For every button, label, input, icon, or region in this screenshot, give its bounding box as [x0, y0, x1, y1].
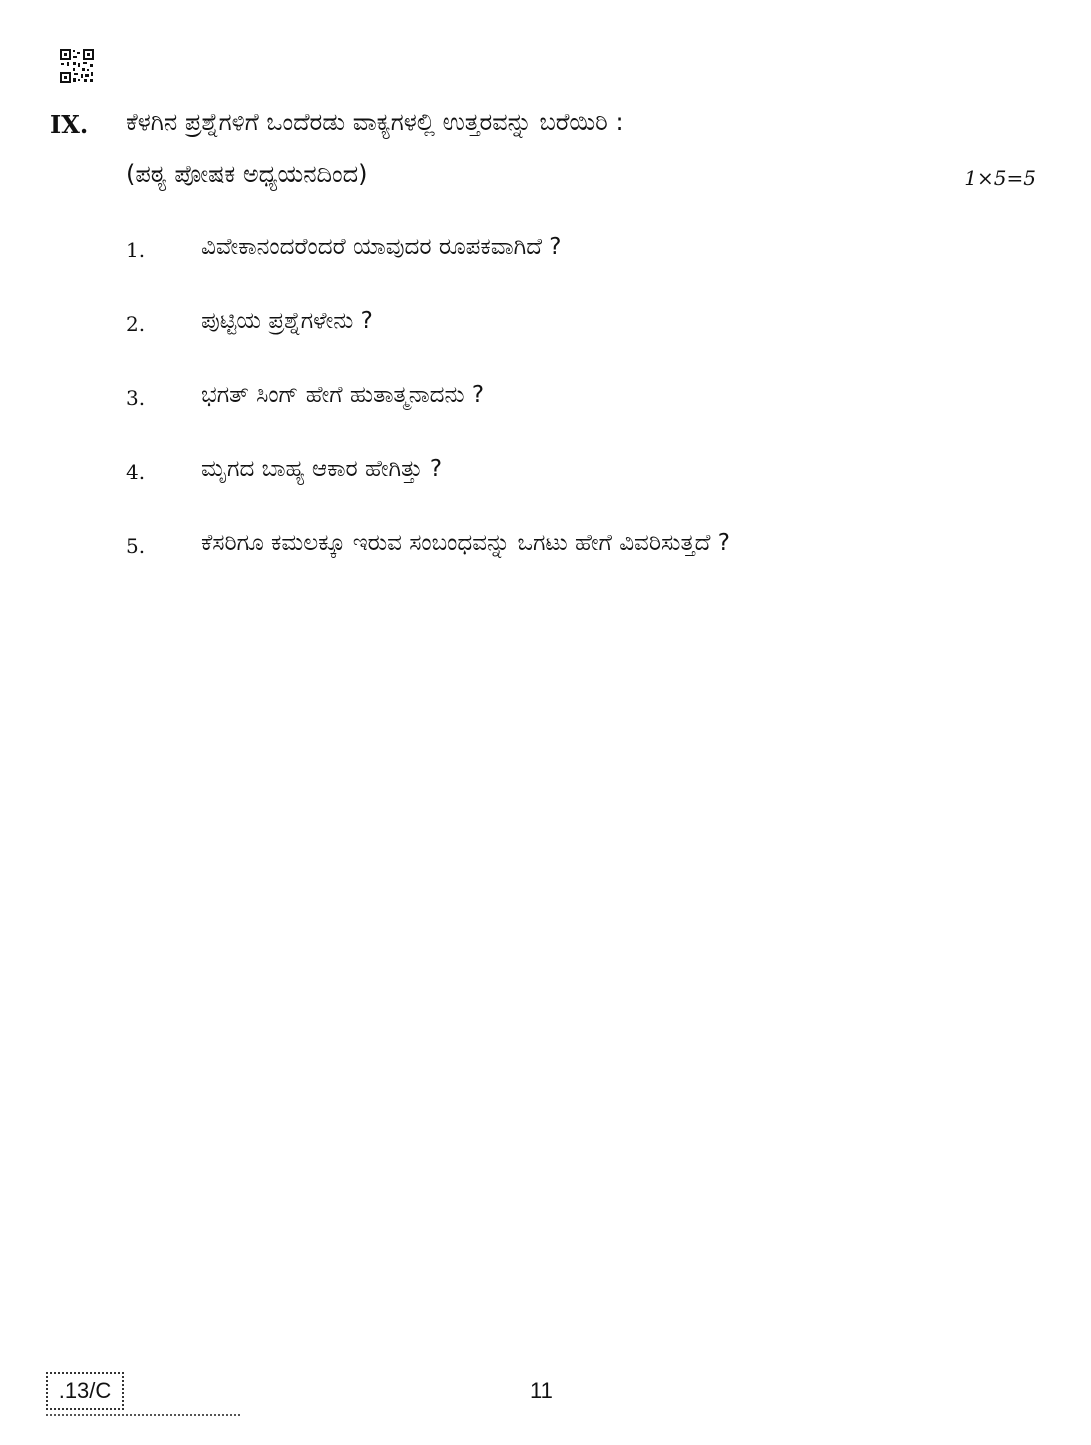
question-text: ಕೆಸರಿಗೂ ಕಮಲಕ್ಕೂ ಇರುವ ಸಂಬಂಧವನ್ನು ಒಗಟು ಹೇಗೆ ವಿವರಿಸುತ್ತದೆ ?: [201, 530, 730, 556]
paper-code: .13/C: [46, 1372, 124, 1410]
qr-code-icon: [59, 48, 95, 84]
question-number: 1.: [126, 238, 146, 262]
question-text: ಪುಟ್ಟಿಯ ಪ್ರಶ್ನೆಗಳೇನು ?: [201, 308, 373, 334]
marks-allocation: 1×5=5: [964, 166, 1036, 190]
paper-code-underline: [46, 1414, 240, 1419]
question-number: 3.: [126, 386, 146, 410]
question-text: ಭಗತ್ ಸಿಂಗ್ ಹೇಗೆ ಹುತಾತ್ಮನಾದನು ?: [201, 382, 485, 408]
section-instruction: ಕೆಳಗಿನ ಪ್ರಶ್ನೆಗಳಿಗೆ ಒಂದೆರಡು ವಾಕ್ಯಗಳಲ್ಲಿ ಉತ್ತರವನ್ನು ಬರೆಯಿರಿ :: [126, 108, 624, 136]
section-subinstruction: (ಪಠ್ಯ ಪೋಷಕ ಅಧ್ಯಯನದಿಂದ): [126, 160, 368, 188]
question-number: 5.: [126, 534, 146, 558]
question-text: ವಿವೇಕಾನಂದರೆಂದರೆ ಯಾವುದರ ರೂಪಕವಾಗಿದೆ ?: [201, 234, 562, 260]
page-number: 11: [530, 1378, 553, 1403]
question-number: 2.: [126, 312, 146, 336]
question-text: ಮೃಗದ ಬಾಹ್ಯ ಆಕಾರ ಹೇಗಿತ್ತು ?: [201, 456, 443, 482]
question-number: 4.: [126, 460, 146, 484]
section-number: IX.: [50, 110, 89, 139]
